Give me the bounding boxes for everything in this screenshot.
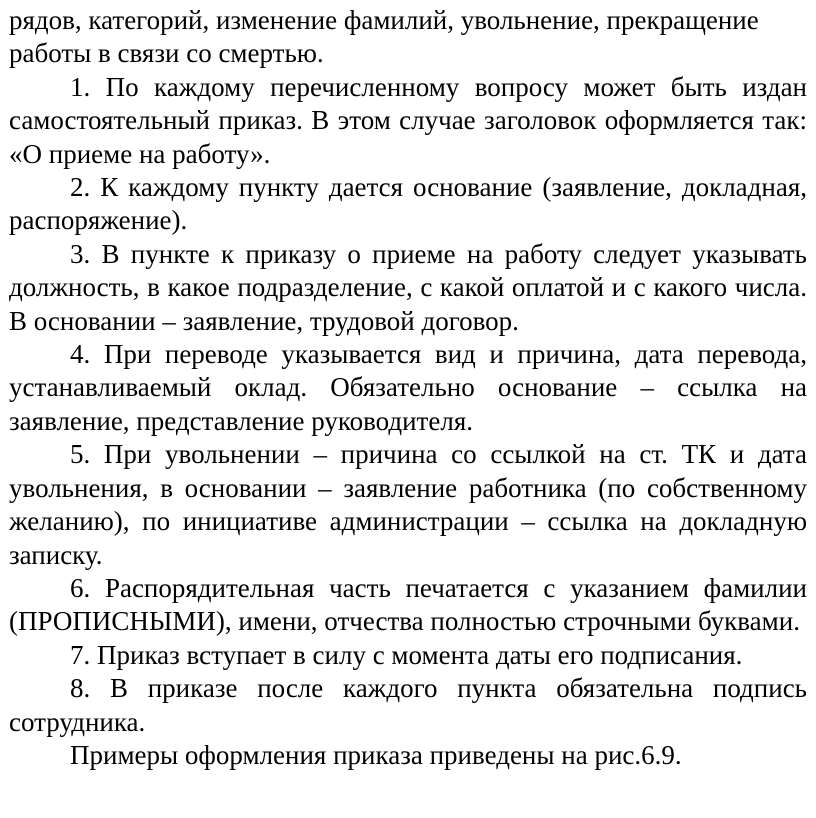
paragraph-item-1: 1. По каждому перечисленному вопросу может быть издан самостоятельный приказ. В этом случае заголовок оформляется так: «О приеме на работу».: [9, 71, 807, 169]
paragraph-continuation: рядов, категорий, изменение фамилий, увольнение, прекращение работы в связи со смертью.: [9, 5, 759, 69]
paragraph-item-3: 3. В пункте к приказу о приеме на работу следует указывать должность, в какое подразделение, с какой оплатой и с какого числа. В основании – заявление, трудовой договор.: [9, 238, 807, 336]
paragraph-item-7: 7. Приказ вступает в силу с момента даты его подписания.: [70, 639, 743, 670]
paragraph-item-5: 5. При увольнении – причина со ссылкой на ст. ТК и дата увольнения, в основании – заявление работника (по собственному желанию), по инициативе администрации – ссылка на докладную записку.: [9, 439, 807, 570]
paragraph-item-4: 4. При переводе указывается вид и причина, дата перевода, устанавливаемый оклад. Обязательно основание – ссылка на заявление, представление руководителя.: [9, 339, 807, 436]
paragraph-item-2: 2. К каждому пункту дается основание (заявление, докладная, распоряжение).: [9, 172, 807, 236]
paragraph-item-8: 8. В приказе после каждого пункта обязательна подпись сотрудника.: [9, 673, 807, 737]
paragraph-figure-reference: Примеры оформления приказа приведены на рис.6.9.: [70, 739, 682, 770]
paragraph-item-6: 6. Распорядительная часть печатается с указанием фамилии (ПРОПИСНЫМИ), имени, отчества полностью строчными буквами.: [9, 572, 807, 637]
